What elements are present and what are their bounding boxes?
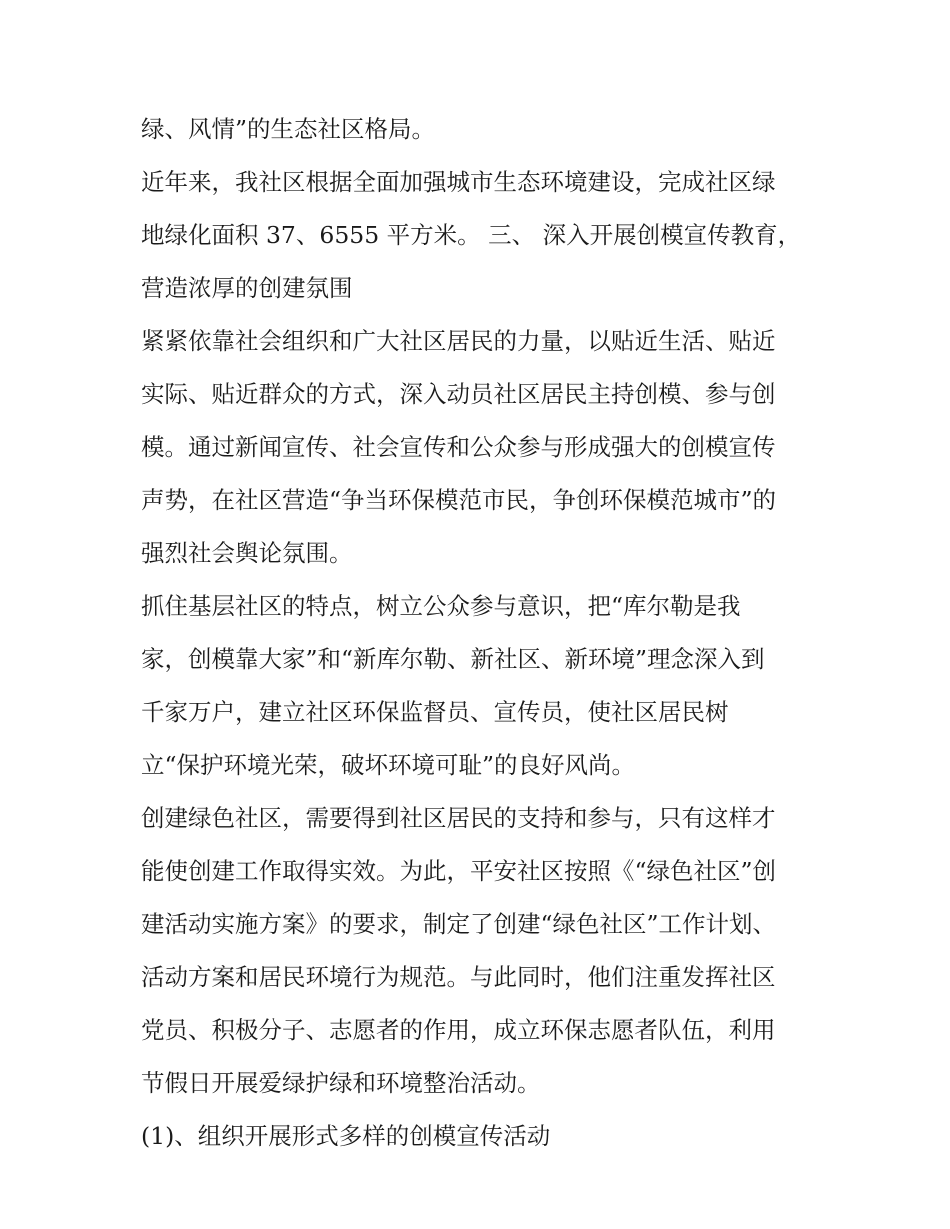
text-line: 营造浓厚的创建氛围 xyxy=(141,274,353,302)
paragraph-6 xyxy=(141,1110,813,1163)
text-line: 声势，在社区营造“争当环保模范市民，争创环保模范城市”的 xyxy=(141,486,777,514)
text-line: 紧紧依靠社会组织和广大社区居民的力量，以贴近生活、贴近 xyxy=(141,327,776,355)
paragraph-1 xyxy=(141,103,813,156)
paragraph-3 xyxy=(141,315,813,580)
text-line: 建活动实施方案》的要求，制定了创建“绿色社区”工作计划、 xyxy=(141,910,777,938)
text-line: 抓住基层社区的特点，树立公众参与意识，把“库尔勒是我 xyxy=(141,592,741,620)
text-line: 家，创模靠大家”和“新库尔勒、新社区、新环境”理念深入到 xyxy=(141,645,765,673)
text-line: 能使创建工作取得实效。为此，平安社区按照《“绿色社区”创 xyxy=(141,857,777,885)
text-line: 党员、积极分子、志愿者的作用，成立环保志愿者队伍，利用 xyxy=(141,1016,776,1044)
paragraph-5 xyxy=(141,792,813,1110)
text-line: 地绿化面积 37、6555 平方米。 三、 深入开展创模宣传教育， xyxy=(141,221,802,249)
text-line: 绿、风情”的生态社区格局。 xyxy=(141,115,436,143)
text-line: 节假日开展爱绿护绿和环境整治活动。 xyxy=(141,1069,541,1097)
text-line: 强烈社会舆论氛围。 xyxy=(141,539,353,567)
text-line: 模。通过新闻宣传、社会宣传和公众参与形成强大的创模宣传 xyxy=(141,433,776,461)
document-page xyxy=(141,103,813,1163)
text-line: 创建绿色社区，需要得到社区居民的支持和参与，只有这样才 xyxy=(141,804,776,832)
text-line: (1)、组织开展形式多样的创模宣传活动 xyxy=(141,1122,551,1150)
text-line: 活动方案和居民环境行为规范。与此同时，他们注重发挥社区 xyxy=(141,963,776,991)
text-line: 千家万户，建立社区环保监督员、宣传员，使社区居民树 xyxy=(141,698,729,726)
text-line: 立“保护环境光荣，破坏环境可耻”的良好风尚。 xyxy=(141,751,636,779)
text-line: 近年来，我社区根据全面加强城市生态环境建设，完成社区绿 xyxy=(141,168,776,196)
paragraph-4 xyxy=(141,580,813,792)
text-line: 实际、贴近群众的方式，深入动员社区居民主持创模、参与创 xyxy=(141,380,776,408)
paragraph-2 xyxy=(141,156,813,315)
